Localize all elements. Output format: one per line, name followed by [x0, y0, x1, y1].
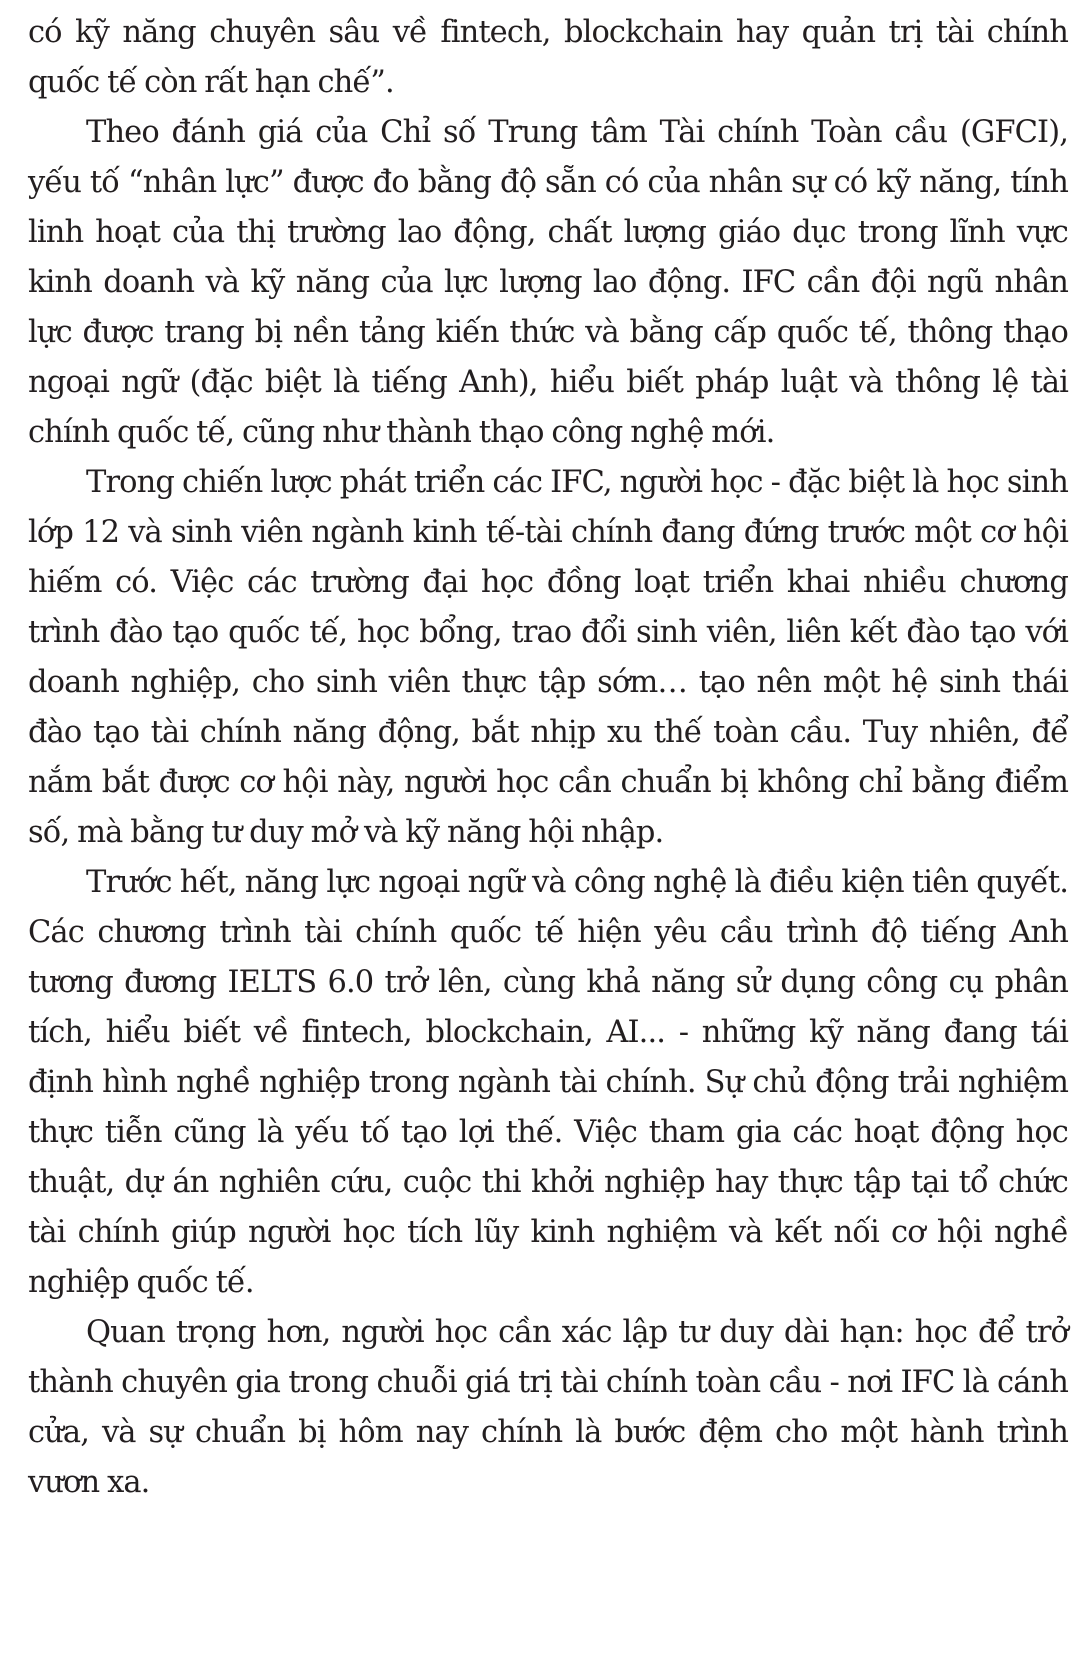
paragraph-gfci-human-resources: Theo đánh giá của Chỉ số Trung tâm Tài chính Toàn cầu (GFCI), yếu tố “nhân lực” được đo bằng độ sẵn có của nhân sự có kỹ năng, tính linh hoạt của thị trường lao động, chất lượng giáo dục trong lĩnh vực kinh doanh và kỹ năng của lực lượng lao động. IFC cần đội ngũ nhân lực được trang bị nền tảng kiến thức và bằng cấp quốc tế, thông thạo ngoại ngữ (đặc biệt là tiếng Anh), hiểu biết pháp luật và thông lệ tài chính quốc tế, cũng như thành thạo công nghệ mới. [28, 115, 1068, 450]
paragraph-continuation: có kỹ năng chuyên sâu về fintech, blockchain hay quản trị tài chính quốc tế còn rất hạn chế”. [28, 15, 1068, 100]
paragraph-language-and-technology: Trước hết, năng lực ngoại ngữ và công nghệ là điều kiện tiên quyết. Các chương trình tài chính quốc tế hiện yêu cầu trình độ tiếng Anh tương đương IELTS 6.0 trở lên, cùng khả năng sử dụng công cụ phân tích, hiểu biết về fintech, blockchain, AI... - những kỹ năng đang tái định hình nghề nghiệp trong ngành tài chính. Sự chủ động trải nghiệm thực tiễn cũng là yếu tố tạo lợi thế. Việc tham gia các hoạt động học thuật, dự án nghiên cứu, cuộc thi khởi nghiệp hay thực tập tại tổ chức tài chính giúp người học tích lũy kinh nghiệm và kết nối cơ hội nghề nghiệp quốc tế. [28, 865, 1068, 1300]
paragraph-learner-opportunity: Trong chiến lược phát triển các IFC, người học - đặc biệt là học sinh lớp 12 và sinh viên ngành kinh tế-tài chính đang đứng trước một cơ hội hiếm có. Việc các trường đại học đồng loạt triển khai nhiều chương trình đào tạo quốc tế, học bổng, trao đổi sinh viên, liên kết đào tạo với doanh nghiệp, cho sinh viên thực tập sớm… tạo nên một hệ sinh thái đào tạo tài chính năng động, bắt nhịp xu thế toàn cầu. Tuy nhiên, để nắm bắt được cơ hội này, người học cần chuẩn bị không chỉ bằng điểm số, mà bằng tư duy mở và kỹ năng hội nhập. [28, 465, 1068, 850]
paragraph-long-term-mindset: Quan trọng hơn, người học cần xác lập tư duy dài hạn: học để trở thành chuyên gia trong chuỗi giá trị tài chính toàn cầu - nơi IFC là cánh cửa, và sự chuẩn bị hôm nay chính là bước đệm cho một hành trình vươn xa. [28, 1315, 1068, 1500]
